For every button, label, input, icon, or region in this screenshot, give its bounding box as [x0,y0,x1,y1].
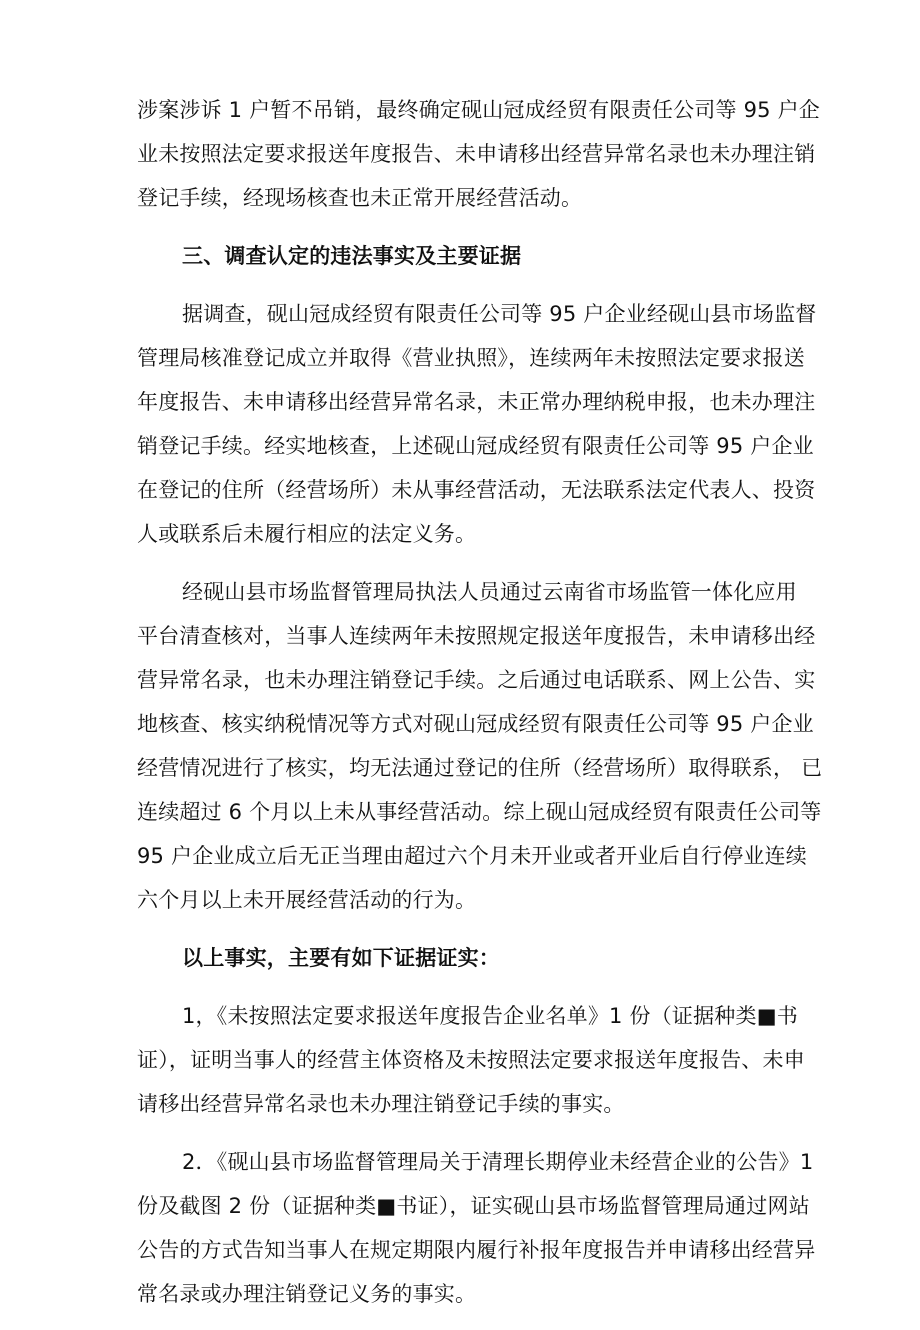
evidence-item-1 [137,994,805,1126]
text-line: 请移出经营异常名录也未办理注销登记手续的事实。 [137,1092,625,1116]
document-page [137,88,823,1330]
text-line: 管理局核准登记成立并取得《营业执照》，连续两年未按照法定要求报送 [137,346,805,370]
text-line: 95 户企业成立后无正当理由超过六个月未开业或者开业后自行停业连续 [137,844,807,868]
text-line: 常名录或办理注销登记义务的事实。 [137,1282,477,1306]
text-line: 涉案涉诉 1 户暂不吊销，最终确定砚山冠成经贸有限责任公司等 95 户企 [137,98,820,122]
text-line: 经砚山县市场监督管理局执法人员通过云南省市场监管一体化应用 [182,580,797,604]
section-title: 三、调查认定的违法事实及主要证据 [182,244,522,268]
section-heading [137,234,787,278]
text-line: 平台清查核对，当事人连续两年未按照规定报送年度报告，未申请移出经 [137,624,816,648]
text-line: 销登记手续。经实地核查，上述砚山冠成经贸有限责任公司等 95 户企业 [137,434,814,458]
text-line: 地核查、核实纳税情况等方式对砚山冠成经贸有限责任公司等 95 户企业 [137,712,814,736]
text-line: 经营情况进行了核实，均无法通过登记的住所（经营场所）取得联系， 已 [137,756,823,780]
evidence-intro [137,936,787,980]
text-line: 公告的方式告知当事人在规定期限内履行补报年度报告并申请移出经营异 [137,1238,816,1262]
text-line: 六个月以上未开展经营活动的行为。 [137,888,477,912]
text-line: 人或联系后未履行相应的法定义务。 [137,522,477,546]
text-line: 据调查，砚山冠成经贸有限责任公司等 95 户企业经砚山县市场监督 [182,302,817,326]
text-line: 营异常名录，也未办理注销登记手续。之后通过电话联系、网上公告、实 [137,668,816,692]
evidence-item-2 [137,1140,816,1316]
text-line: 年度报告、未申请移出经营异常名录，未正常办理纳税申报，也未办理注 [137,390,816,414]
paragraph-investigation [137,292,817,556]
paragraph-summary [137,88,820,220]
text-line: 证），证明当事人的经营主体资格及未按照法定要求报送年度报告、未申 [137,1048,805,1072]
text-line: 在登记的住所（经营场所）未从事经营活动，无法联系法定代表人、投资 [137,478,816,502]
evidence-intro-text: 以上事实，主要有如下证据证实： [182,946,500,970]
text-line: 业未按照法定要求报送年度报告、未申请移出经营异常名录也未办理注销 [137,142,816,166]
text-line: 连续超过 6 个月以上未从事经营活动。综上砚山冠成经贸有限责任公司等 [137,800,822,824]
text-line: 1，《未按照法定要求报送年度报告企业名单》1 份（证据种类■书 [182,1004,798,1028]
paragraph-verification [137,570,823,922]
text-line: 2．《砚山县市场监督管理局关于清理长期停业未经营企业的公告》1 [182,1150,814,1174]
text-line: 登记手续，经现场核查也未正常开展经营活动。 [137,186,583,210]
text-line: 份及截图 2 份（证据种类■书证），证实砚山县市场监督管理局通过网站 [137,1194,810,1218]
